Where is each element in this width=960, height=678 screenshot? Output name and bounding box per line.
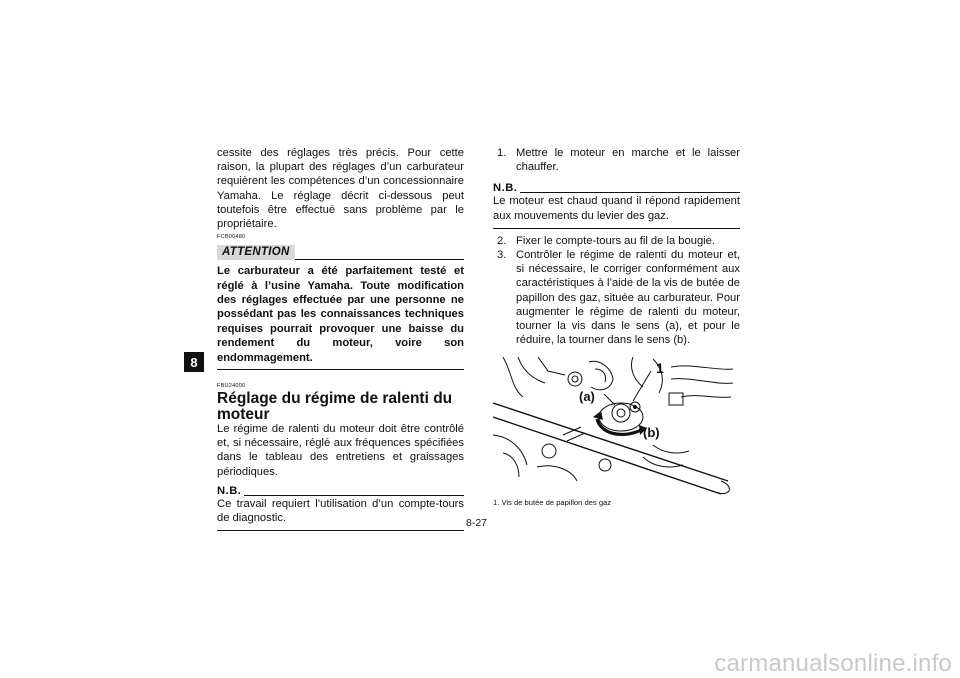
attention-code: FCB00480	[217, 234, 246, 241]
attention-label: ATTENTION	[217, 245, 295, 260]
step-number: 3.	[497, 249, 507, 262]
nb-header	[493, 182, 740, 194]
nb-line	[244, 495, 464, 496]
step-list-1	[493, 146, 740, 174]
nb-label: N.B.	[493, 182, 518, 195]
step-text: Mettre le moteur en marche et le laisser chauffer.	[516, 147, 740, 174]
page-number: 8-27	[466, 517, 488, 529]
step-text: Fixer le compte-tours au fil de la bougie.	[516, 234, 715, 247]
section-paragraph: Le régime de ralenti du moteur doit être contrôlé et, si nécessaire, réglé aux fréquences spécifiées dans le tableau des entretiens et graissages périodiques.	[217, 423, 464, 478]
nb-header	[217, 485, 464, 497]
figure-label-b: (b)	[643, 425, 660, 441]
section-title: Réglage du régime de ralenti du moteur	[217, 390, 453, 423]
list-item	[493, 248, 740, 347]
carburetor-illustration	[493, 357, 740, 495]
step-text: Contrôler le régime de ralenti du moteur et, si nécessaire, le corriger conformément aux caractéristiques à l’aide de la vis de butée de papillon des gaz, située au carburateur. Pour augmenter le régime de ralenti du moteur, tourner la vis dans le sens (a), et pour le réduire, la tourner dans le sens (b).	[516, 249, 740, 347]
attention-text: Le carburateur a été parfaitement testé et réglé à l’usine Yamaha. Toute modification des réglages effectuée par une personne ne possédant pas les connaissances techniques requises pourrait provoquer une baisse du rendement du moteur, voire son endommagement.	[217, 265, 464, 364]
section-code: FBU24000	[217, 383, 246, 390]
intro-paragraph: cessite des réglages très précis. Pour cette raison, la plupart des réglages d’un carburateur requièrent les compétences d’un concessionnaire Yamaha. Le réglage décrit ci-dessous peut toutefois être effectué sans problème par le propriétaire.	[217, 147, 464, 231]
attention-end-rule	[217, 369, 464, 370]
figure-caption: 1. Vis de butée de papillon des gaz	[493, 498, 612, 508]
step-list-2	[493, 234, 740, 348]
nb-end-rule	[493, 228, 740, 229]
step-number: 2.	[497, 234, 507, 247]
nb-line	[520, 192, 740, 193]
nb-label: N.B.	[217, 484, 242, 497]
figure-label-1: 1	[656, 360, 664, 377]
chapter-tab: 8	[184, 352, 204, 372]
nb-text: Ce travail requiert l’utilisation d’un compte-tours de diagnostic.	[217, 497, 464, 525]
figure-label-a: (a)	[579, 389, 595, 405]
list-item	[493, 146, 740, 174]
step-number: 1.	[497, 147, 507, 159]
nb-text: Le moteur est chaud quand il répond rapidement aux mouvements du levier des gaz.	[493, 195, 740, 222]
watermark: carmanualsonline.info	[714, 650, 952, 677]
nb-end-rule	[217, 530, 464, 531]
list-item	[493, 234, 740, 248]
carburetor-figure	[493, 357, 740, 495]
left-column	[217, 146, 464, 531]
attention-header	[217, 242, 464, 260]
right-column	[493, 146, 740, 508]
